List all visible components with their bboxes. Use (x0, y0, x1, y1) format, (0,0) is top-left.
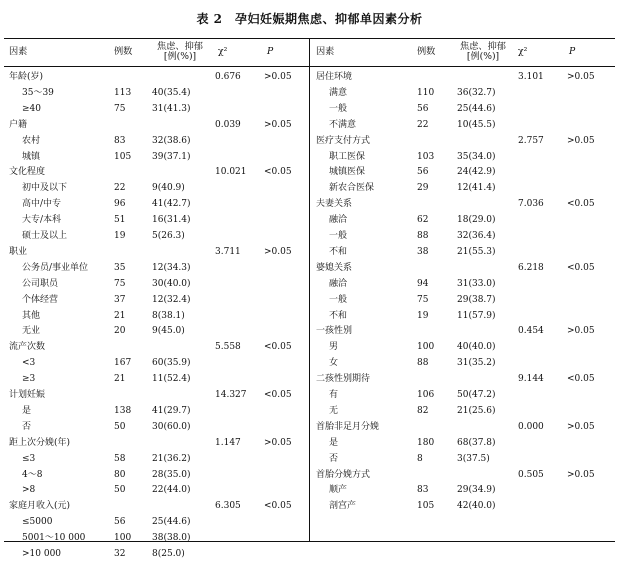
row-sublabel: 公司职员 (22, 278, 59, 289)
row-cases: 21 (114, 310, 126, 321)
row-cases: 50 (114, 485, 126, 496)
row-p-value: <0.05 (264, 167, 292, 178)
row-anxiety-depression: 21(25.6) (457, 405, 496, 416)
header-chi-right: χ² (518, 46, 528, 57)
row-p-value: <0.05 (567, 262, 595, 273)
row-sublabel: ≤3 (22, 453, 36, 464)
table-row (309, 117, 619, 133)
row-cases: 100 (114, 533, 132, 544)
row-cases: 51 (114, 215, 126, 226)
row-anxiety-depression: 60(35.9) (152, 358, 191, 369)
row-cases: 180 (417, 437, 435, 448)
row-cases: 19 (114, 231, 126, 241)
table-row (309, 149, 619, 165)
row-cases: 167 (114, 358, 132, 369)
row-anxiety-depression: 21(36.2) (152, 453, 191, 464)
row-anxiety-depression: 24(42.9) (457, 167, 496, 178)
table-row (309, 196, 619, 212)
header-p: P (267, 46, 274, 57)
table-row (309, 308, 619, 324)
row-p-value: >0.05 (264, 119, 292, 130)
row-cases: 138 (114, 405, 132, 416)
table-row (309, 371, 619, 387)
table-row (309, 419, 619, 435)
table-row (0, 482, 310, 498)
row-anxiety-depression: 10(45.5) (457, 119, 496, 130)
row-anxiety-depression: 68(37.8) (457, 437, 496, 448)
row-category: 户籍 (9, 119, 28, 130)
row-sublabel: 一般 (329, 231, 348, 241)
row-anxiety-depression: 29(34.9) (457, 485, 496, 496)
row-sublabel: 4～8 (22, 469, 43, 480)
table-row (0, 308, 310, 324)
row-cases: 105 (417, 501, 435, 512)
row-category: 距上次分娩(年) (9, 437, 71, 448)
row-sublabel: >10 000 (22, 549, 62, 559)
row-sublabel: 初中及以下 (22, 183, 68, 194)
row-p-value: >0.05 (264, 437, 292, 448)
row-category: 夫妻关系 (316, 199, 353, 210)
row-category: 一孩性别 (316, 326, 353, 337)
row-category: 二孩性别期待 (316, 374, 371, 385)
row-cases: 22 (114, 183, 126, 194)
row-category: 首胎非足月分娩 (316, 421, 380, 432)
table-row (0, 180, 310, 196)
row-anxiety-depression: 9(40.9) (152, 183, 185, 194)
table-row (309, 260, 619, 276)
row-p-value: <0.05 (264, 342, 292, 353)
table-row (309, 339, 619, 355)
row-chi-square: 2.757 (518, 135, 544, 146)
row-chi-square: 0.000 (518, 421, 544, 432)
row-cases: 32 (114, 549, 126, 559)
row-sublabel: <3 (22, 358, 36, 369)
row-anxiety-depression: 25(44.6) (457, 103, 496, 114)
row-sublabel: ≥3 (22, 374, 36, 385)
header-anxiety-line2-right: [例(%)] (466, 51, 500, 62)
row-sublabel: 否 (329, 453, 339, 464)
header-p-right: P (569, 46, 576, 57)
row-chi-square: 3.101 (518, 72, 544, 82)
row-sublabel: 不满意 (329, 119, 357, 130)
row-sublabel: 35～39 (22, 87, 54, 98)
table-row (0, 244, 310, 260)
row-sublabel: 新农合医保 (329, 183, 375, 194)
row-category: 文化程度 (9, 167, 46, 178)
table-row (0, 514, 310, 530)
row-anxiety-depression: 11(57.9) (457, 310, 496, 321)
row-cases: 80 (114, 469, 126, 480)
row-anxiety-depression: 28(35.0) (152, 469, 191, 480)
row-sublabel: 是 (329, 437, 339, 448)
row-sublabel: 一般 (329, 103, 348, 114)
row-sublabel: 不和 (329, 246, 348, 257)
table-row (0, 451, 310, 467)
header-anxiety-right (455, 42, 511, 62)
table-row (309, 467, 619, 483)
row-cases: 75 (417, 294, 429, 305)
table-row (0, 85, 310, 101)
row-cases: 83 (417, 485, 429, 496)
row-anxiety-depression: 3(37.5) (457, 453, 490, 464)
row-p-value: <0.05 (567, 199, 595, 210)
row-anxiety-depression: 12(41.4) (457, 183, 496, 194)
row-chi-square: 0.676 (215, 72, 241, 82)
row-anxiety-depression: 8(38.1) (152, 310, 185, 321)
row-sublabel: 其他 (22, 310, 41, 321)
row-cases: 106 (417, 390, 435, 400)
row-cases: 83 (114, 135, 126, 146)
table-title: 表 2 孕妇妊娠期焦虑、抑郁单因素分析 (196, 12, 423, 26)
header-factor: 因素 (9, 46, 28, 57)
row-cases: 82 (417, 405, 429, 416)
row-p-value: >0.05 (567, 421, 595, 432)
row-cases: 58 (114, 453, 126, 464)
table-row (309, 69, 619, 85)
row-sublabel: 女 (329, 358, 339, 369)
table-row (0, 419, 310, 435)
row-p-value: >0.05 (567, 135, 595, 146)
table-row (309, 133, 619, 149)
row-anxiety-depression: 16(31.4) (152, 215, 191, 226)
table-row (309, 451, 619, 467)
row-anxiety-depression: 40(35.4) (152, 87, 191, 98)
table-row (0, 323, 310, 339)
header-chi: χ² (218, 46, 228, 57)
row-anxiety-depression: 42(40.0) (457, 501, 496, 512)
row-chi-square: 5.558 (215, 342, 241, 353)
row-sublabel: 个体经营 (22, 294, 59, 305)
row-anxiety-depression: 40(40.0) (457, 342, 496, 353)
table-row (0, 69, 310, 85)
row-sublabel: 职工医保 (329, 151, 366, 162)
table-row (309, 228, 619, 244)
row-cases: 105 (114, 151, 132, 162)
row-cases: 103 (417, 151, 435, 162)
row-sublabel: ≤5000 (22, 517, 53, 528)
row-category: 婆媳关系 (316, 262, 353, 273)
row-sublabel: 城镇 (22, 151, 41, 162)
row-sublabel: 剖宫产 (329, 501, 357, 512)
row-cases: 88 (417, 358, 429, 369)
row-anxiety-depression: 12(34.3) (152, 262, 191, 273)
table-row (309, 180, 619, 196)
row-category: 计划妊娠 (9, 390, 46, 400)
row-anxiety-depression: 29(38.7) (457, 294, 496, 305)
row-category: 医疗支付方式 (316, 135, 371, 146)
table-row (0, 196, 310, 212)
row-cases: 8 (417, 453, 423, 464)
row-sublabel: 满意 (329, 87, 348, 98)
table-row (0, 228, 310, 244)
row-chi-square: 7.036 (518, 199, 544, 210)
table-row (0, 403, 310, 419)
header-cases-right: 例数 (417, 46, 436, 57)
table-row (0, 467, 310, 483)
row-anxiety-depression: 30(60.0) (152, 421, 191, 432)
table-row (0, 133, 310, 149)
row-cases: 75 (114, 103, 126, 114)
row-cases: 62 (417, 215, 429, 226)
row-sublabel: 高中/中专 (22, 199, 62, 210)
row-chi-square: 6.305 (215, 501, 241, 512)
header-anxiety-line2: [例(%)] (163, 51, 197, 62)
row-p-value: <0.05 (264, 390, 292, 400)
row-p-value: >0.05 (567, 326, 595, 337)
row-sublabel: 5001～10 000 (22, 533, 86, 544)
row-cases: 100 (417, 342, 435, 353)
row-cases: 19 (417, 310, 429, 321)
table-row (0, 371, 310, 387)
row-cases: 56 (417, 167, 429, 178)
table-row (0, 387, 310, 403)
table-row (309, 387, 619, 403)
row-anxiety-depression: 8(25.0) (152, 549, 185, 559)
table-row (0, 212, 310, 228)
table-row (0, 435, 310, 451)
row-chi-square: 0.454 (518, 326, 544, 337)
header-anxiety (152, 42, 208, 62)
table-row (0, 339, 310, 355)
row-sublabel: 一般 (329, 294, 348, 305)
row-anxiety-depression: 36(32.7) (457, 87, 496, 98)
row-anxiety-depression: 32(36.4) (457, 231, 496, 241)
table-row (309, 403, 619, 419)
row-sublabel: 无 (329, 405, 339, 416)
table-row (0, 164, 310, 180)
row-p-value: >0.05 (567, 469, 595, 480)
row-anxiety-depression: 25(44.6) (152, 517, 191, 528)
row-p-value: >0.05 (264, 72, 292, 82)
row-cases: 38 (417, 246, 429, 257)
row-category: 家庭月收入(元) (9, 501, 71, 512)
row-anxiety-depression: 11(52.4) (152, 374, 191, 385)
table-row (0, 276, 310, 292)
row-chi-square: 10.021 (215, 167, 247, 178)
row-cases: 20 (114, 326, 126, 337)
table-row (309, 85, 619, 101)
row-category: 职业 (9, 246, 28, 257)
table-row (309, 164, 619, 180)
table-row (309, 323, 619, 339)
row-cases: 22 (417, 119, 429, 130)
table-row (309, 292, 619, 308)
table-row (309, 244, 619, 260)
table-row (309, 276, 619, 292)
row-chi-square: 14.327 (215, 390, 247, 400)
table-row (309, 435, 619, 451)
row-chi-square: 0.505 (518, 469, 544, 480)
row-chi-square: 6.218 (518, 262, 544, 273)
row-anxiety-depression: 50(47.2) (457, 390, 496, 400)
row-anxiety-depression: 39(37.1) (152, 151, 191, 162)
row-chi-square: 1.147 (215, 437, 241, 448)
row-chi-square: 3.711 (215, 246, 241, 257)
row-sublabel: 融洽 (329, 278, 348, 289)
row-anxiety-depression: 41(29.7) (152, 405, 191, 416)
row-cases: 113 (114, 87, 132, 98)
row-cases: 21 (114, 374, 126, 385)
table-row (0, 355, 310, 371)
row-category: 年龄(岁) (9, 72, 44, 82)
row-anxiety-depression: 18(29.0) (457, 215, 496, 226)
row-anxiety-depression: 22(44.0) (152, 485, 191, 496)
row-sublabel: >8 (22, 485, 36, 496)
table-row (0, 117, 310, 133)
row-p-value: >0.05 (567, 72, 595, 82)
table-row (0, 292, 310, 308)
row-sublabel: 融洽 (329, 215, 348, 226)
row-anxiety-depression: 38(38.0) (152, 533, 191, 544)
header-cases: 例数 (114, 46, 133, 57)
row-cases: 96 (114, 199, 126, 210)
row-chi-square: 0.039 (215, 119, 241, 130)
row-cases: 50 (114, 421, 126, 432)
row-sublabel: 男 (329, 342, 339, 353)
table-row (0, 101, 310, 117)
row-sublabel: 大专/本科 (22, 215, 62, 226)
table-row (0, 530, 310, 546)
row-sublabel: 无业 (22, 326, 41, 337)
row-anxiety-depression: 35(34.0) (457, 151, 496, 162)
row-sublabel: ≥40 (22, 103, 41, 114)
row-cases: 88 (417, 231, 429, 241)
row-category: 居住环境 (316, 72, 353, 82)
row-sublabel: 顺产 (329, 485, 348, 496)
table-row (309, 482, 619, 498)
row-sublabel: 否 (22, 421, 32, 432)
row-p-value: <0.05 (264, 501, 292, 512)
row-sublabel: 公务员/事业单位 (22, 262, 89, 273)
row-p-value: >0.05 (264, 246, 292, 257)
row-anxiety-depression: 12(32.4) (152, 294, 191, 305)
row-category: 流产次数 (9, 342, 46, 353)
table-row (0, 149, 310, 165)
row-cases: 37 (114, 294, 126, 305)
row-cases: 94 (417, 278, 429, 289)
header-anxiety-line1: 焦虑、抑郁 (157, 41, 203, 52)
row-sublabel: 是 (22, 405, 32, 416)
row-anxiety-depression: 5(26.3) (152, 231, 185, 241)
row-anxiety-depression: 9(45.0) (152, 326, 185, 337)
row-anxiety-depression: 21(55.3) (457, 246, 496, 257)
row-anxiety-depression: 30(40.0) (152, 278, 191, 289)
table-row (0, 546, 310, 562)
row-sublabel: 不和 (329, 310, 348, 321)
row-anxiety-depression: 31(41.3) (152, 103, 191, 114)
row-sublabel: 有 (329, 390, 339, 400)
table-row (309, 498, 619, 514)
row-cases: 56 (114, 517, 126, 528)
row-cases: 56 (417, 103, 429, 114)
row-sublabel: 农村 (22, 135, 41, 146)
row-anxiety-depression: 31(35.2) (457, 358, 496, 369)
table-row (309, 212, 619, 228)
row-cases: 35 (114, 262, 126, 273)
table-row (0, 260, 310, 276)
row-sublabel: 硕士及以上 (22, 231, 68, 241)
header-factor-right: 因素 (316, 46, 335, 57)
row-anxiety-depression: 32(38.6) (152, 135, 191, 146)
row-p-value: <0.05 (567, 374, 595, 385)
row-cases: 75 (114, 278, 126, 289)
table-row (309, 355, 619, 371)
row-anxiety-depression: 31(33.0) (457, 278, 496, 289)
row-anxiety-depression: 41(42.7) (152, 199, 191, 210)
table-row (0, 498, 310, 514)
row-cases: 29 (417, 183, 429, 194)
table-row (309, 101, 619, 117)
header-anxiety-line1-right: 焦虑、抑郁 (460, 41, 506, 52)
row-cases: 110 (417, 87, 435, 98)
row-sublabel: 城镇医保 (329, 167, 366, 178)
row-chi-square: 9.144 (518, 374, 544, 385)
row-category: 首胎分娩方式 (316, 469, 371, 480)
